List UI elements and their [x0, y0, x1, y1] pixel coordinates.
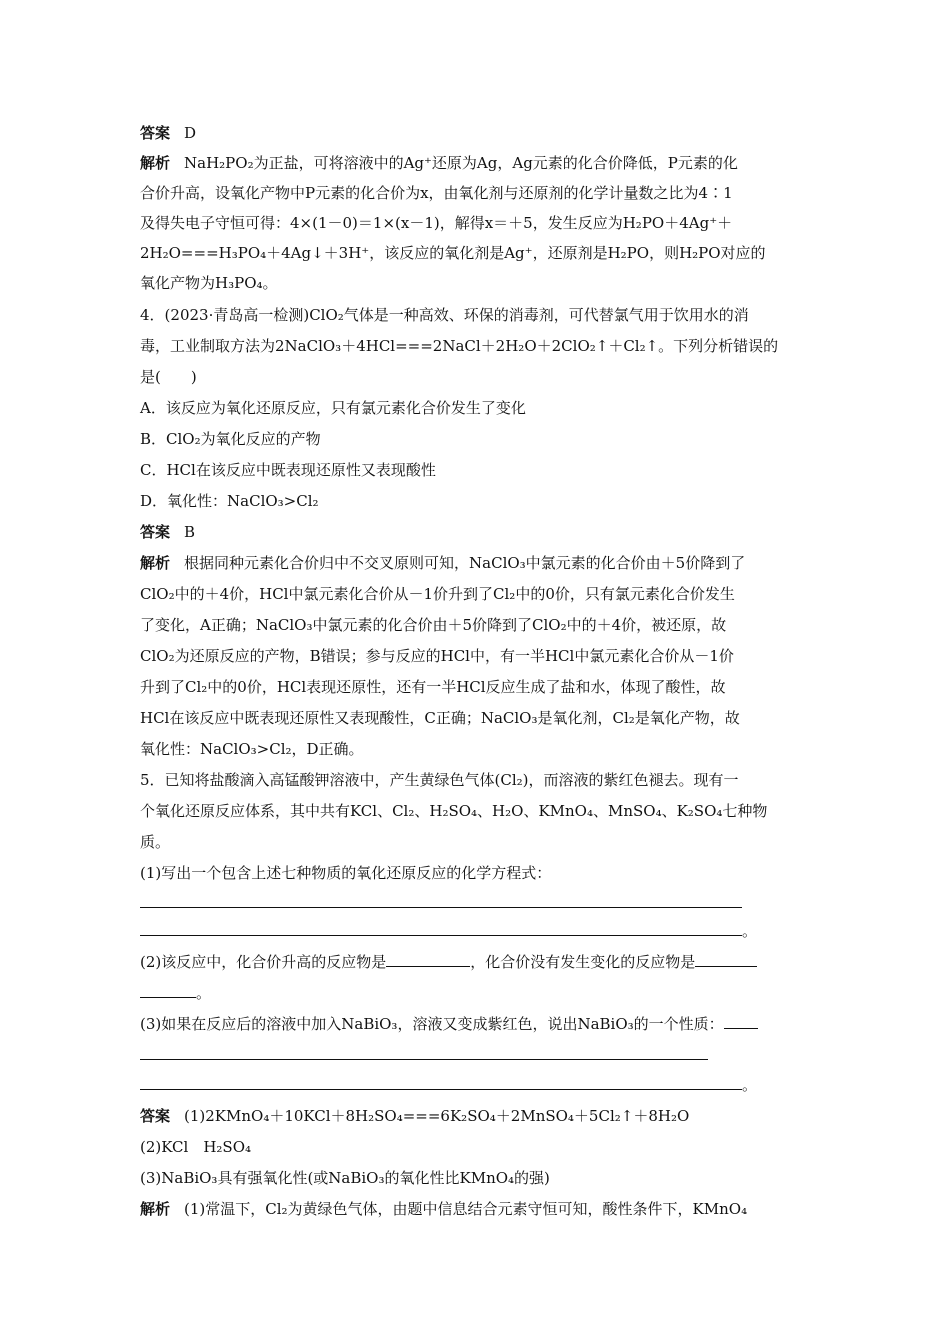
q4-analysis-line — [140, 552, 745, 575]
answer-blank[interactable] — [724, 1013, 758, 1029]
analysis-label: 解析 — [140, 1200, 171, 1218]
answer-label: 答案 — [140, 523, 171, 541]
sub-question-2: (2)该反应中，化合价升高的反应物是 ，化合价没有发生变化的反应物是 — [140, 951, 757, 974]
question-stem: 质。 — [140, 833, 171, 851]
q5-answer-line — [140, 1105, 689, 1128]
option-b: B．ClO₂为氧化反应的产物 — [140, 430, 321, 448]
answer-label: 答案 — [140, 1107, 171, 1125]
analysis-text: 根据同种元素化合价归中不交叉原则可知，NaClO₃中氯元素的化合价由＋5价降到了 — [184, 554, 746, 572]
answer-text: (2)KCl H₂SO₄ — [140, 1138, 252, 1156]
q3-answer-line — [140, 122, 196, 145]
question-stem: 是( ) — [140, 368, 197, 386]
analysis-text: (1)常温下，Cl₂为黄绿色气体，由题中信息结合元素守恒可知，酸性条件下，KMnO₄ — [184, 1200, 748, 1218]
answer-value: D — [184, 124, 197, 142]
answer-blank-line[interactable] — [140, 892, 742, 915]
period: 。 — [742, 1076, 758, 1094]
q5-analysis-line — [140, 1198, 747, 1221]
analysis-text: HCl在该反应中既表现还原性又表现酸性，C正确；NaClO₃是氧化剂，Cl₂是氧化产物，故 — [140, 709, 740, 727]
analysis-text: 合价升高，设氧化产物中P元素的化合价为x，由氧化剂与还原剂的化学计量数之比为4∶1 — [140, 184, 733, 202]
analysis-text: 氧化性：NaClO₃>Cl₂，D正确。 — [140, 740, 364, 758]
answer-blank[interactable] — [386, 951, 470, 967]
answer-blank-line[interactable] — [140, 920, 757, 943]
analysis-text: 2H₂O===H₃PO₄＋4Ag↓＋3H⁺，该反应的氧化剂是Ag⁺，还原剂是H₂PO，则H₂PO对应的 — [140, 244, 766, 262]
period: 。 — [196, 984, 212, 1002]
answer-value: B — [184, 523, 196, 541]
analysis-text: ClO₂为还原反应的产物，B错误；参与反应的HCl中，有一半HCl中氯元素化合价从－1价 — [140, 647, 734, 665]
option-d: D．氧化性：NaClO₃>Cl₂ — [140, 492, 319, 510]
answer-label: 答案 — [140, 124, 171, 142]
q3-analysis-line — [140, 152, 738, 175]
analysis-text: 升到了Cl₂中的0价，HCl表现还原性，还有一半HCl反应生成了盐和水，体现了酸性，故 — [140, 678, 726, 696]
period: 。 — [742, 922, 758, 940]
option-c: C．HCl在该反应中既表现还原性又表现酸性 — [140, 461, 436, 479]
answer-text: (3)NaBiO₃具有强氧化性(或NaBiO₃的氧化性比KMnO₄的强) — [140, 1169, 550, 1187]
q4-answer-line — [140, 521, 195, 544]
sub-question-1: (1)写出一个包含上述七种物质的氧化还原反应的化学方程式： — [140, 864, 552, 882]
analysis-text: 了变化，A正确；NaClO₃中氯元素的化合价由＋5价降到了ClO₂中的＋4价，被还原，故 — [140, 616, 727, 634]
analysis-label: 解析 — [140, 154, 171, 172]
question-stem: 5．已知将盐酸滴入高锰酸钾溶液中，产生黄绿色气体(Cl₂)，而溶液的紫红色褪去。现有一 — [140, 771, 739, 789]
analysis-text: 及得失电子守恒可得：4×(1－0)＝1×(x－1)，解得x＝＋5，发生反应为H₂PO＋4Ag⁺＋ — [140, 214, 733, 232]
question-stem: 个氧化还原反应体系，其中共有KCl、Cl₂、H₂SO₄、H₂O、KMnO₄、MnSO₄、K₂SO₄七种物 — [140, 802, 768, 820]
analysis-label: 解析 — [140, 554, 171, 572]
answer-blank-line[interactable] — [140, 982, 211, 1005]
sub-question-3: (3)如果在反应后的溶液中加入NaBiO₃，溶液又变成紫红色，说出NaBiO₃的一个性质： — [140, 1013, 758, 1036]
question-stem: 4．(2023·青岛高一检测)ClO₂气体是一种高效、环保的消毒剂，可代替氯气用于饮用水的消 — [140, 306, 749, 324]
option-a: A．该反应为氧化还原反应，只有氯元素化合价发生了变化 — [140, 399, 526, 417]
answer-blank[interactable] — [695, 951, 757, 967]
analysis-text: ClO₂中的＋4价，HCl中氯元素化合价从－1价升到了Cl₂中的0价，只有氯元素化合价发生 — [140, 585, 735, 603]
analysis-text: NaH₂PO₂为正盐，可将溶液中的Ag⁺还原为Ag，Ag元素的化合价降低，P元素的化 — [184, 154, 738, 172]
answer-blank-line[interactable] — [140, 1044, 708, 1067]
answer-text: (1)2KMnO₄＋10KCl＋8H₂SO₄===6K₂SO₄＋2MnSO₄＋5Cl₂↑＋8H₂O — [184, 1107, 690, 1125]
question-stem: 毒，工业制取方法为2NaClO₃＋4HCl===2NaCl＋2H₂O＋2ClO₂↑＋Cl₂↑。下列分析错误的 — [140, 337, 779, 355]
analysis-text: 氧化产物为H₃PO₄。 — [140, 274, 278, 292]
answer-blank-line[interactable] — [140, 1074, 757, 1097]
